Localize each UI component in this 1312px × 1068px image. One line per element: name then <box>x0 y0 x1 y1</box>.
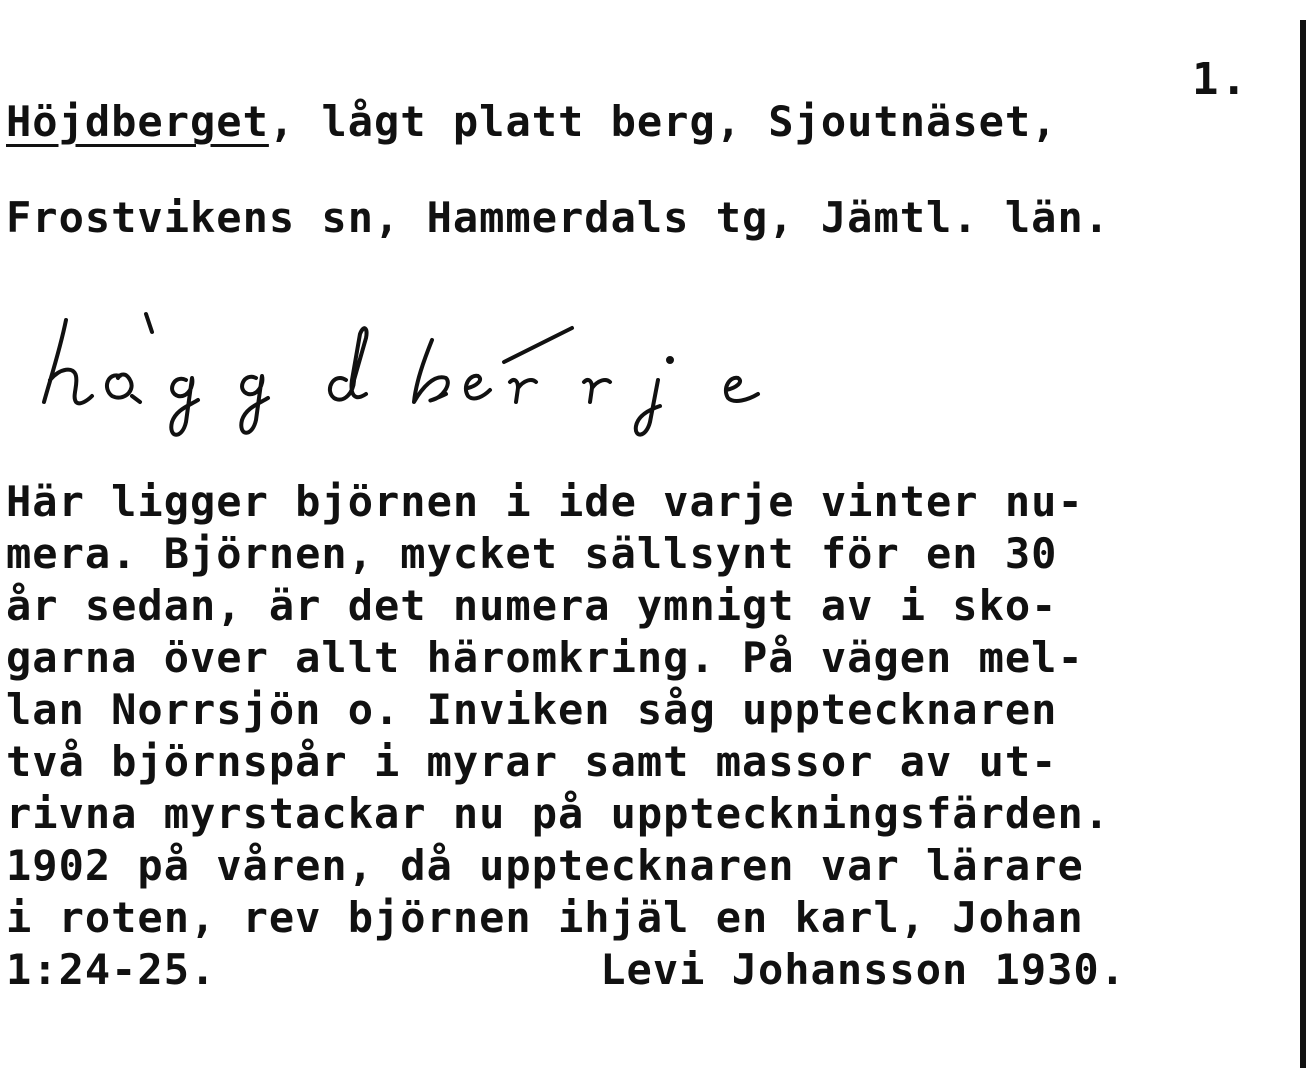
page-number: 1. <box>1192 54 1249 105</box>
body-line: i roten, rev björnen ihjäl en karl, Johan <box>6 893 1084 942</box>
body-line: 1902 på våren, då upptecknaren var lärare <box>6 841 1084 890</box>
body-line: Här ligger björnen i ide varje vinter nu- <box>6 477 1084 526</box>
body-line: år sedan, är det numera ymnigt av i sko- <box>6 581 1058 630</box>
body-text <box>6 476 1286 996</box>
signature: Levi Johansson 1930. <box>600 945 1126 994</box>
signature-row <box>6 944 1126 996</box>
header-line-2: Frostvikens sn, Hammerdals tg, Jämtl. län. <box>6 193 1111 242</box>
body-line: rivna myrstackar nu på uppteckningsfärden. <box>6 789 1111 838</box>
card-edge <box>1300 20 1306 1068</box>
body-line: mera. Björnen, mycket sällsynt för en 30 <box>6 529 1058 578</box>
handwritten-dialect-form <box>36 310 796 450</box>
body-line: garna över allt häromkring. På vägen mel- <box>6 633 1084 682</box>
body-line: lan Norrsjön o. Inviken såg upptecknaren <box>6 685 1058 734</box>
reference: 1:24-25. <box>6 945 217 994</box>
place-description: , lågt platt berg, Sjoutnäset, <box>268 97 1058 146</box>
handwriting-drawing <box>36 310 796 450</box>
place-name: Höjdberget <box>6 97 269 146</box>
header-line-1 <box>6 98 1057 146</box>
body-line: två björnspår i myrar samt massor av ut- <box>6 737 1058 786</box>
